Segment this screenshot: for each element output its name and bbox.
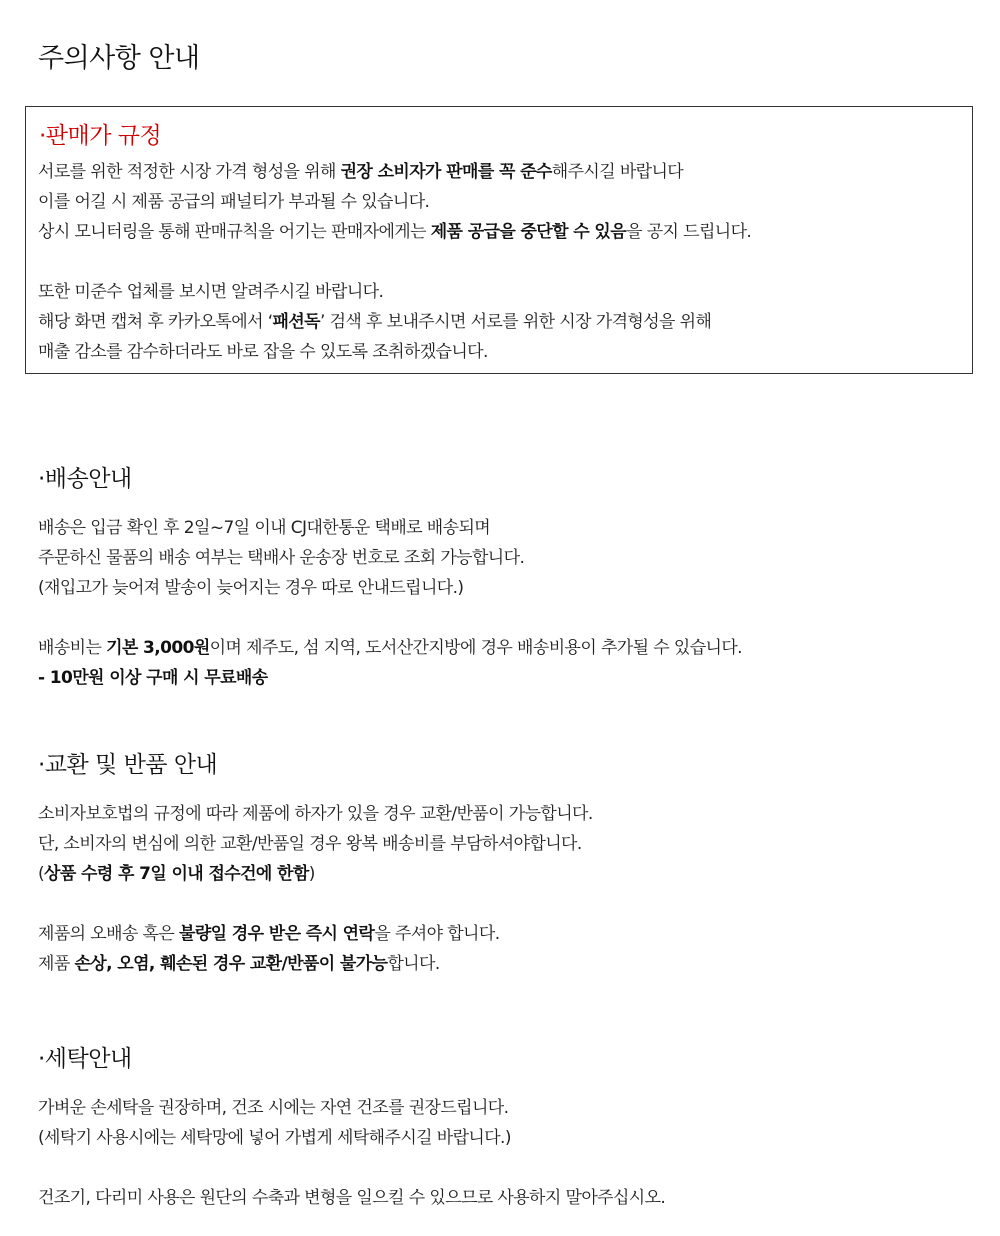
exchange-line-3: (상품 수령 후 7일 이내 접수건에 한함)	[38, 864, 315, 884]
emphasis: 패션독	[272, 312, 320, 332]
laundry-section	[38, 1040, 978, 1213]
pricing-line-4: 또한 미준수 업체를 보시면 알려주시길 바랍니다.	[38, 282, 384, 302]
shipping-line-1: 배송은 입금 확인 후 2일~7일 이내 CJ대한통운 택배로 배송되며	[38, 518, 491, 538]
shipping-section	[38, 460, 978, 693]
shipping-line-5	[38, 663, 978, 693]
spacer	[38, 603, 978, 633]
spacer	[38, 889, 978, 919]
laundry-line-2: (세탁기 사용시에는 세탁망에 넣어 가볍게 세탁해주시길 바랍니다.)	[38, 1128, 511, 1148]
exchange-text	[38, 799, 978, 979]
pricing-line-5: 해당 화면 캡쳐 후 카카오톡에서 ‘패션독’ 검색 후 보내주시면 서로를 위한 시장 가격형성을 위해	[38, 312, 712, 332]
spacer	[38, 1153, 978, 1183]
emphasis: 권장 소비자가 판매를 꼭 준수	[340, 162, 552, 182]
pricing-policy-box	[25, 106, 973, 374]
exchange-section	[38, 746, 978, 979]
pricing-line-6: 매출 감소를 감수하더라도 바로 잡을 수 있도록 조취하겠습니다.	[38, 342, 488, 362]
spacer	[38, 247, 751, 277]
shipping-line-4: 배송비는 기본 3,000원이며 제주도, 섬 지역, 도서산간지방에 경우 배송비용이 추가될 수 있습니다.	[38, 638, 742, 658]
exchange-line-5: 제품 손상, 오염, 훼손된 경우 교환/반품이 불가능합니다.	[38, 954, 440, 974]
shipping-text	[38, 513, 978, 693]
emphasis: 제품 공급을 중단할 수 있음	[430, 222, 627, 242]
laundry-line-1: 가벼운 손세탁을 권장하며, 건조 시에는 자연 건조를 권장드립니다.	[38, 1098, 509, 1118]
exchange-line-2: 단, 소비자의 변심에 의한 교환/반품일 경우 왕복 배송비를 부담하셔야합니다.	[38, 834, 582, 854]
emphasis: - 10만원 이상 구매 시 무료배송	[38, 668, 268, 688]
pricing-line-2: 이를 어길 시 제품 공급의 패널티가 부과될 수 있습니다.	[38, 192, 430, 212]
pricing-text	[38, 157, 751, 367]
pricing-line-1: 서로를 위한 적정한 시장 가격 형성을 위해 권장 소비자가 판매를 꼭 준수해주시길 바랍니다	[38, 162, 684, 182]
pricing-heading: ·판매가 규정	[39, 123, 162, 149]
exchange-line-1: 소비자보호법의 규정에 따라 제품에 하자가 있을 경우 교환/반품이 가능합니다.	[38, 804, 593, 824]
pricing-line-3: 상시 모니터링을 통해 판매규칙을 어기는 판매자에게는 제품 공급을 중단할 수 있음을 공지 드립니다.	[38, 222, 752, 242]
laundry-line-3: 건조기, 다리미 사용은 원단의 수축과 변형을 일으킬 수 있으므로 사용하지 말아주십시오.	[38, 1188, 666, 1208]
exchange-heading: ·교환 및 반품 안내	[38, 752, 218, 778]
laundry-heading: ·세탁안내	[38, 1046, 132, 1072]
emphasis: 상품 수령 후 7일 이내 접수건에 한함	[44, 864, 309, 884]
shipping-line-2: 주문하신 물품의 배송 여부는 택배사 운송장 번호로 조회 가능합니다.	[38, 548, 525, 568]
shipping-heading: ·배송안내	[38, 466, 132, 492]
exchange-line-4: 제품의 오배송 혹은 불량일 경우 받은 즉시 연락을 주셔야 합니다.	[38, 924, 500, 944]
emphasis: 불량일 경우 받은 즉시 연락	[179, 924, 375, 944]
emphasis: 손상, 오염, 훼손된 경우 교환/반품이 불가능	[74, 954, 388, 974]
emphasis: 기본 3,000원	[106, 638, 210, 658]
shipping-line-3: (재입고가 늦어져 발송이 늦어지는 경우 따로 안내드립니다.)	[38, 578, 464, 598]
page-title: 주의사항 안내	[38, 43, 200, 74]
laundry-text	[38, 1093, 978, 1213]
